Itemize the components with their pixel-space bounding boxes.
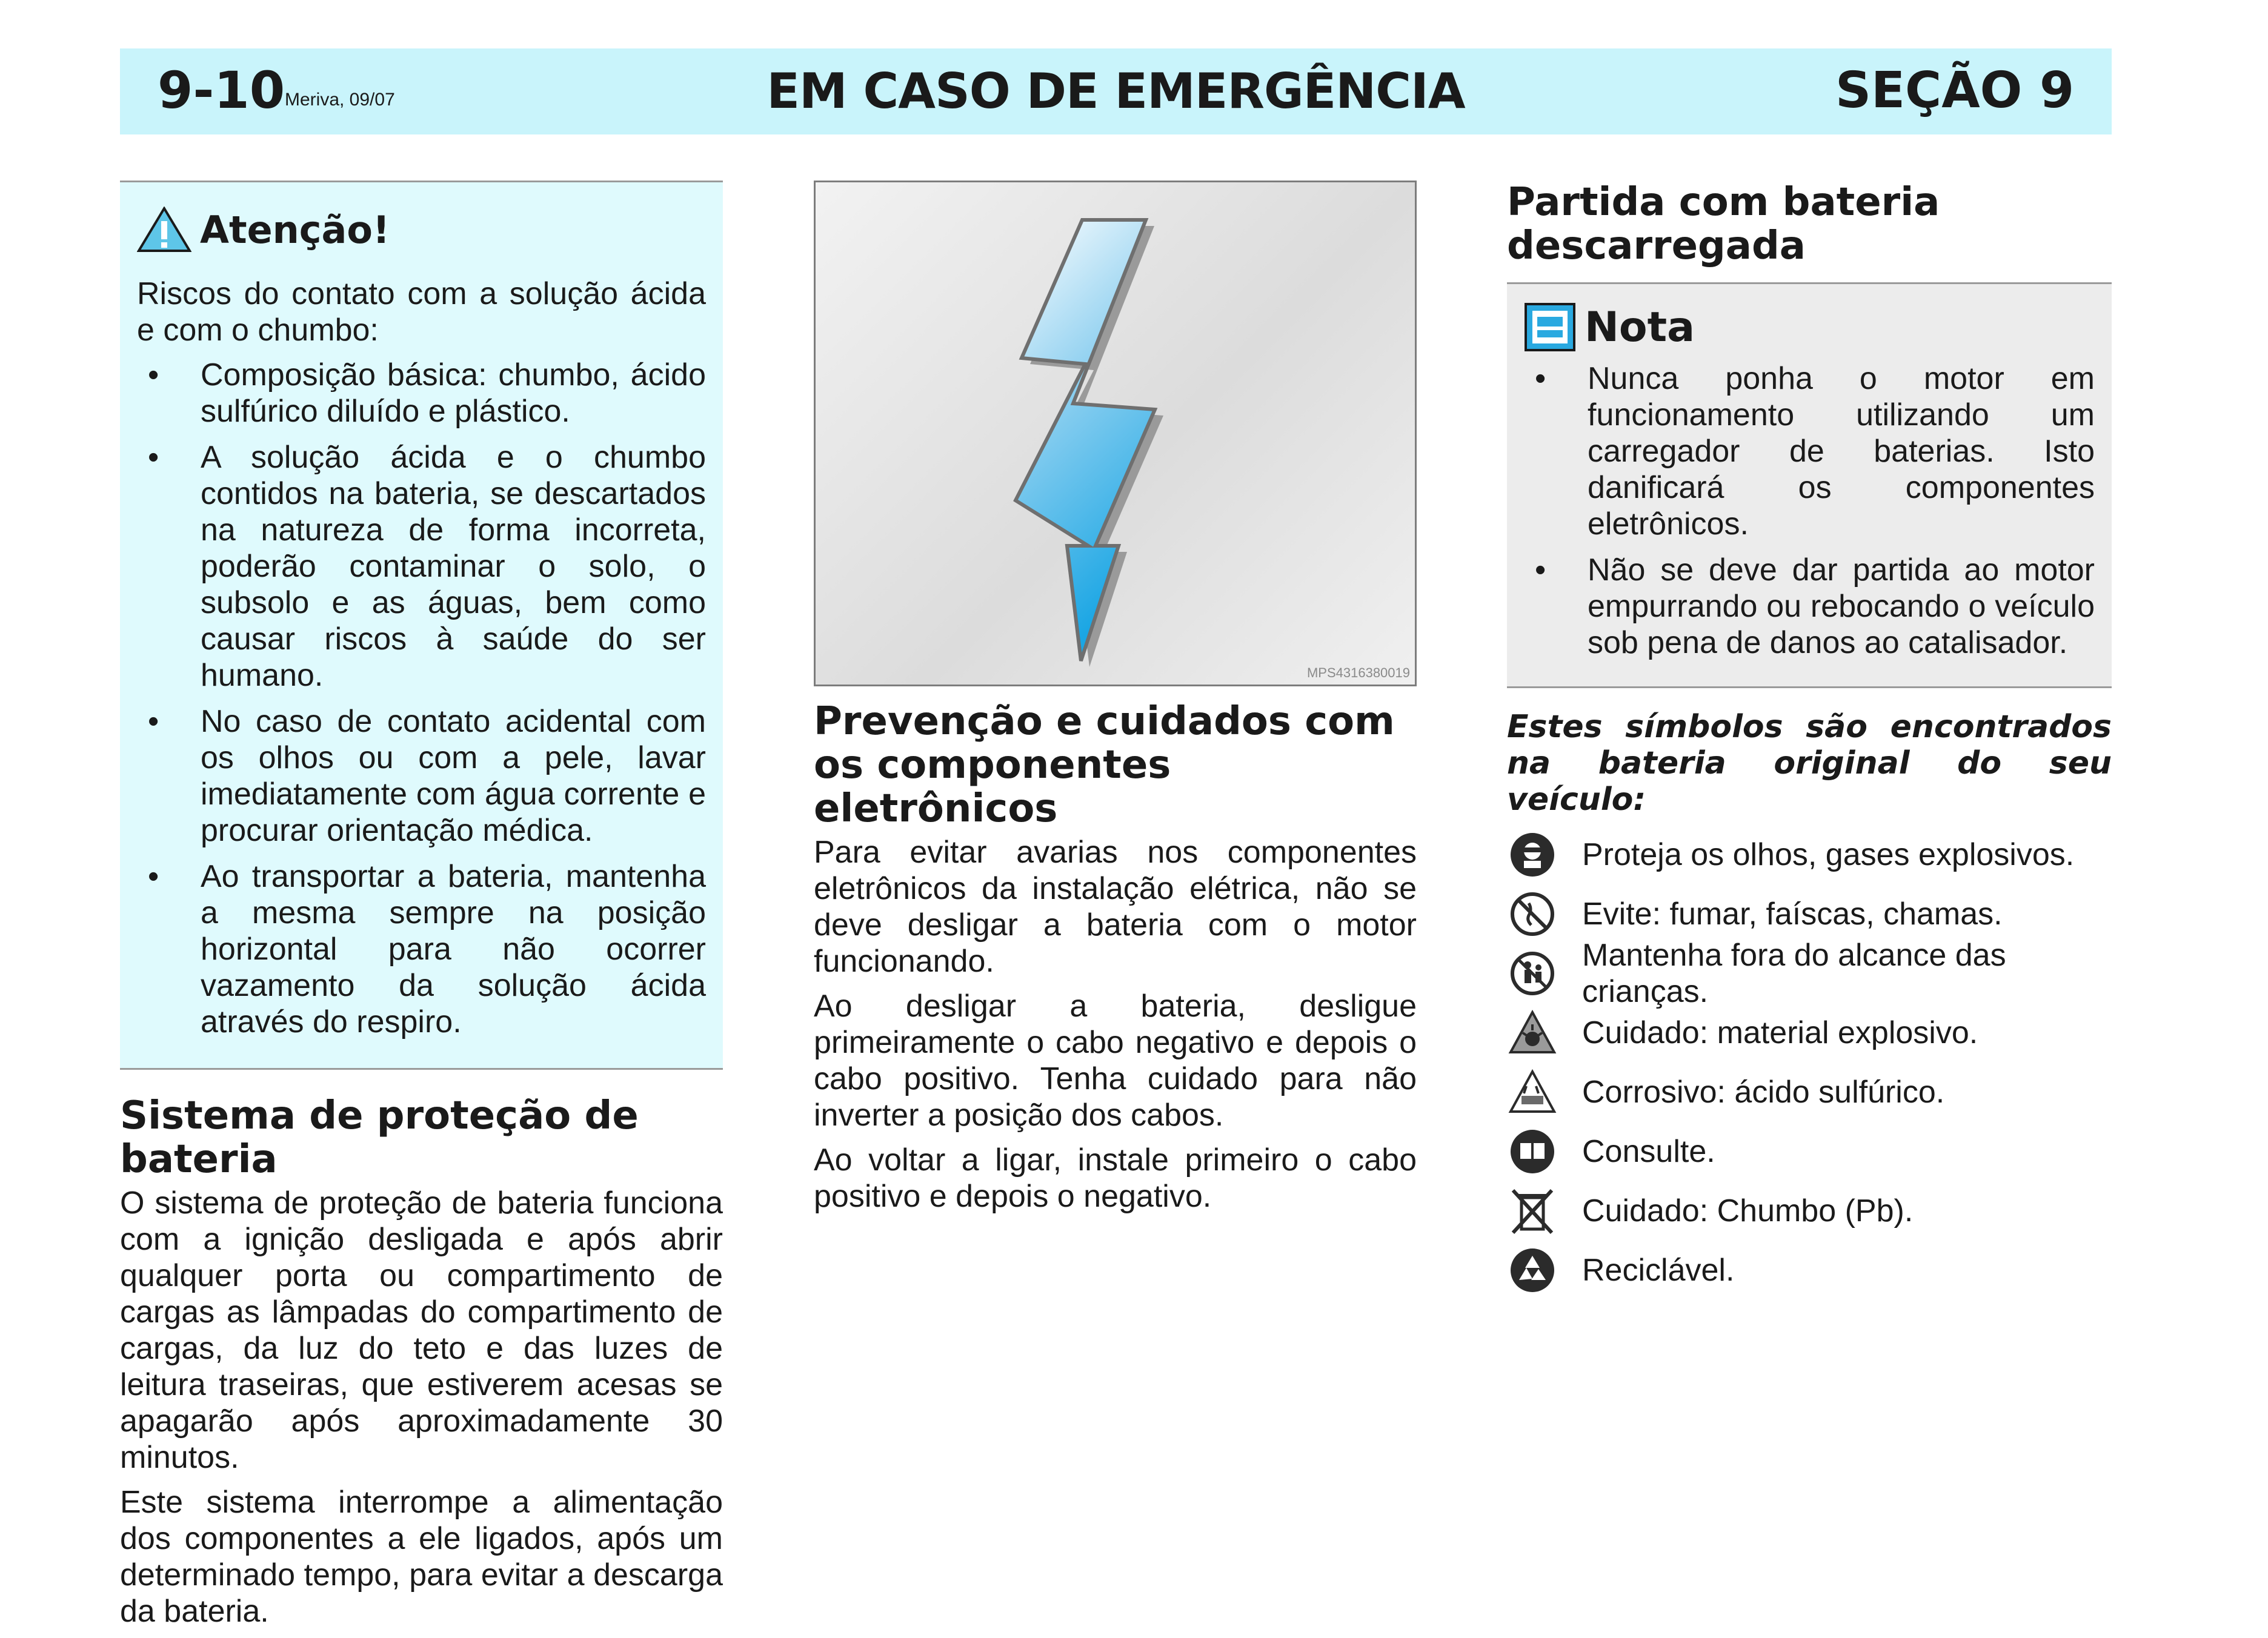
note-title — [1524, 302, 2095, 352]
symbol-row — [1507, 1122, 2112, 1181]
no-smoking-icon — [1507, 889, 1558, 940]
list-item-text: Não se deve dar partida ao motor empurrando ou rebocando o veículo sob pena de danos ao catalisador. — [1588, 552, 2095, 660]
warning-triangle-icon — [137, 207, 191, 253]
list-item — [137, 357, 706, 429]
symbol-row — [1507, 1181, 2112, 1241]
page-title: EM CASO DE EMERGÊNCIA — [767, 63, 1465, 119]
column-middle — [814, 181, 1417, 1223]
paragraph: Ao voltar a ligar, instale primeiro o cabo positivo e depois o negativo. — [814, 1142, 1417, 1214]
symbol-label: Evite: fumar, faíscas, chamas. — [1582, 897, 2003, 932]
bullet: • — [148, 440, 159, 475]
symbols-heading: Estes símbolos são encontrados na bateria original do seu veículo: — [1507, 709, 2112, 818]
corrosive-icon — [1507, 1067, 1558, 1118]
list-item — [1524, 552, 2095, 661]
symbol-label: Proteja os olhos, gases explosivos. — [1582, 837, 2075, 872]
figure-code: MPS4316380019 — [1306, 665, 1410, 680]
list-item — [137, 439, 706, 694]
lightning-figure — [814, 181, 1417, 686]
eye-protection-icon — [1507, 829, 1558, 880]
symbol-label: Cuidado: material explosivo. — [1582, 1015, 1978, 1050]
jump-start-heading: Partida com bateria descarregada — [1507, 180, 1940, 268]
symbol-row — [1507, 938, 2112, 1009]
electronics-heading: Prevenção e cuidados com os componentes eletrônicos — [814, 699, 1395, 831]
list-item-text: Nunca ponha o motor em funcionamento utilizando um carregador de baterias. Isto danificará os componentes eletrônicos. — [1588, 361, 2095, 542]
symbol-row — [1507, 825, 2112, 884]
column-right — [1507, 181, 2112, 1300]
warning-intro: Riscos do contato com a solução ácida e com o chumbo: — [137, 276, 706, 348]
symbol-label: Consulte. — [1582, 1134, 1715, 1169]
page-header — [120, 48, 2112, 134]
column-left — [120, 181, 723, 1638]
list-item — [137, 858, 706, 1040]
symbol-label: Reciclável. — [1582, 1253, 1735, 1288]
note-box — [1507, 282, 2112, 688]
bullet: • — [148, 704, 159, 739]
bullet: • — [1535, 361, 1546, 396]
symbol-label: Cuidado: Chumbo (Pb). — [1582, 1193, 1914, 1228]
explosive-icon — [1507, 1007, 1558, 1058]
edition-label: Meriva, 09/07 — [285, 90, 395, 110]
paragraph: Este sistema interrompe a alimentação dos componentes a ele ligados, após um determinado tempo, para evitar a descarga da bateria. — [120, 1485, 723, 1629]
paragraph: Para evitar avarias nos componentes eletrônicos da instalação elétrica, não se deve desligar a bateria com o motor funcionando. — [814, 835, 1417, 979]
bullet: • — [148, 357, 159, 393]
symbol-row — [1507, 1003, 2112, 1063]
warning-list — [137, 357, 706, 1040]
section-label: SEÇÃO 9 — [1835, 62, 2074, 119]
battery-protection-heading: Sistema de proteção de bateria — [120, 1093, 639, 1182]
symbol-row — [1507, 1063, 2112, 1122]
consult-manual-icon — [1507, 1126, 1558, 1177]
lightning-bolt-icon — [816, 182, 1415, 685]
note-title-text: Nota — [1585, 303, 1695, 351]
list-item — [1524, 360, 2095, 542]
list-item-text: No caso de contato acidental com os olhos ou com a pele, lavar imediatamente com água corrente e procurar orientação médica. — [201, 704, 706, 848]
paragraph: O sistema de proteção de bateria funciona com a ignição desligada e após abrir qualquer porta ou compartimento de cargas as lâmpadas do compartimento de cargas, da luz do teto e das luzes de leitura traseiras, que estiverem acesas se apagarão após aproximadamente 30 minutos. — [120, 1185, 723, 1475]
keep-from-children-icon — [1507, 948, 1558, 999]
list-item — [137, 703, 706, 849]
warning-title — [137, 207, 706, 253]
list-item-text: Ao transportar a bateria, mantenha a mesma sempre na posição horizontal para não ocorrer vazamento da solução ácida através do respiro. — [201, 859, 706, 1040]
crossed-bin-icon — [1507, 1185, 1558, 1236]
note-icon — [1524, 302, 1576, 352]
symbol-label: Mantenha fora do alcance das crianças. — [1582, 938, 2006, 1009]
recycle-icon — [1507, 1245, 1558, 1296]
bullet: • — [148, 859, 159, 894]
symbol-row — [1507, 1241, 2112, 1300]
page-number: 9-10 — [158, 61, 285, 120]
symbol-label: Corrosivo: ácido sulfúrico. — [1582, 1075, 1945, 1110]
bullet: • — [1535, 552, 1546, 588]
list-item-text: Composição básica: chumbo, ácido sulfúrico diluído e plástico. — [201, 357, 706, 429]
warning-title-text: Atenção! — [200, 207, 390, 252]
warning-box — [120, 181, 723, 1070]
note-list — [1524, 360, 2095, 661]
paragraph: Ao desligar a bateria, desligue primeiramente o cabo negativo e depois o cabo positivo. Tenha cuidado para não inverter a posição dos cabos. — [814, 989, 1417, 1133]
list-item-text: A solução ácida e o chumbo contidos na bateria, se descartados na natureza de forma incorreta, poderão contaminar o solo, o subsolo e as águas, bem como causar riscos à saúde do ser humano. — [201, 440, 706, 693]
symbol-row — [1507, 884, 2112, 944]
